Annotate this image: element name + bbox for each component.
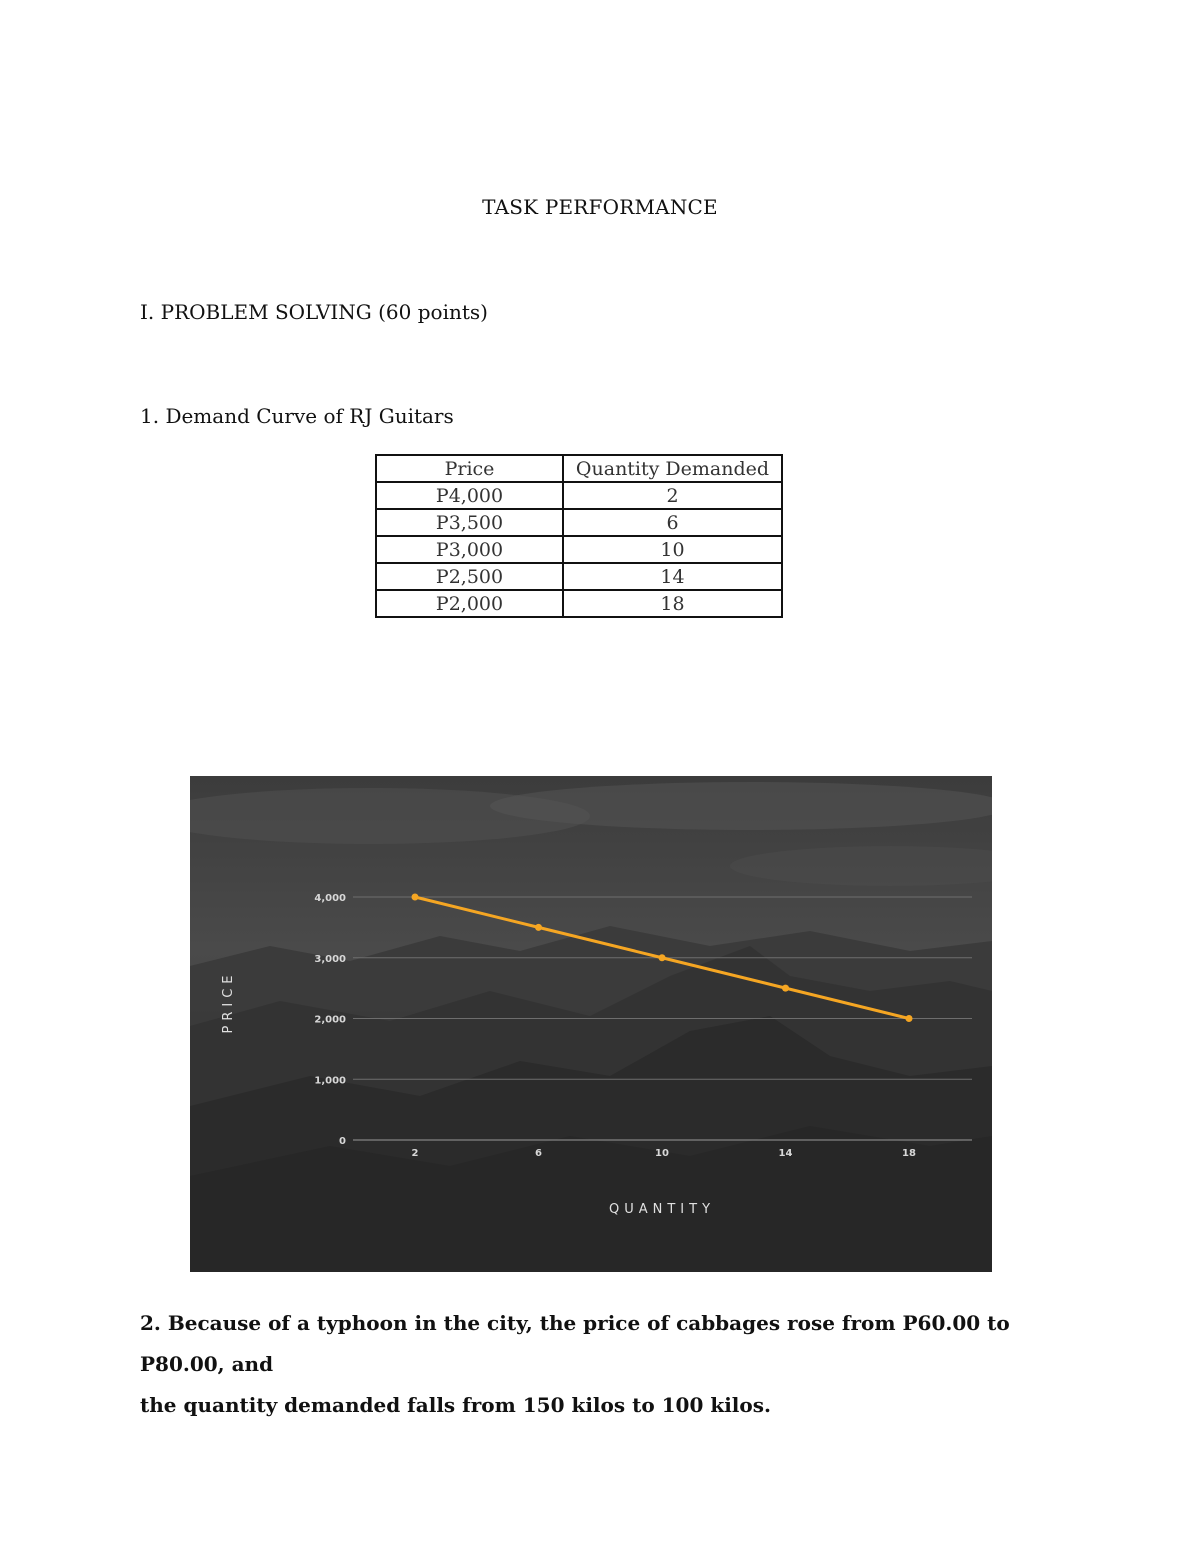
price-cell: P3,500 <box>376 509 563 536</box>
y-axis-label: PRICE <box>221 970 236 1034</box>
chart-svg <box>190 776 992 1272</box>
table-row <box>376 509 782 536</box>
data-point <box>782 985 789 992</box>
item-2-text <box>140 1303 1060 1426</box>
table-row <box>376 590 782 617</box>
demand-schedule-table <box>375 454 783 618</box>
price-cell: P2,000 <box>376 590 563 617</box>
price-cell: P2,500 <box>376 563 563 590</box>
document-title: TASK PERFORMANCE <box>482 195 718 219</box>
column-header-price: Price <box>376 455 563 482</box>
quantity-cell: 18 <box>563 590 782 617</box>
x-axis-label: QUANTITY <box>608 1202 716 1217</box>
quantity-cell: 14 <box>563 563 782 590</box>
y-tick-label: 1,000 <box>314 1075 346 1087</box>
price-cell: P3,000 <box>376 536 563 563</box>
data-point <box>535 924 542 931</box>
x-tick-label: 14 <box>778 1148 793 1159</box>
cloud-shape <box>490 782 992 830</box>
y-tick-label: 3,000 <box>314 953 346 965</box>
y-tick-label: 2,000 <box>314 1014 346 1026</box>
data-point <box>906 1015 913 1022</box>
section-heading: I. PROBLEM SOLVING (60 points) <box>140 300 488 324</box>
table-row <box>376 563 782 590</box>
x-tick-label: 18 <box>902 1148 916 1159</box>
demand-curve-chart <box>190 776 992 1272</box>
data-point <box>659 954 666 961</box>
quantity-cell: 10 <box>563 536 782 563</box>
x-tick-label: 6 <box>535 1148 542 1159</box>
column-header-quantity: Quantity Demanded <box>563 455 782 482</box>
table-row <box>376 482 782 509</box>
price-cell: P4,000 <box>376 482 563 509</box>
item-2-line-1: 2. Because of a typhoon in the city, the price of cabbages rose from P60.00 to P80.00, and <box>140 1311 1010 1376</box>
quantity-cell: 6 <box>563 509 782 536</box>
table-header-row <box>376 455 782 482</box>
x-tick-label: 10 <box>655 1148 669 1159</box>
quantity-cell: 2 <box>563 482 782 509</box>
x-tick-label: 2 <box>411 1148 419 1159</box>
data-point <box>412 894 419 901</box>
y-tick-label: 0 <box>339 1136 346 1147</box>
item-1-heading: 1. Demand Curve of RJ Guitars <box>140 404 454 428</box>
table-row <box>376 536 782 563</box>
item-2-line-2: the quantity demanded falls from 150 kilos to 100 kilos. <box>140 1393 771 1417</box>
y-tick-label: 4,000 <box>314 893 346 904</box>
